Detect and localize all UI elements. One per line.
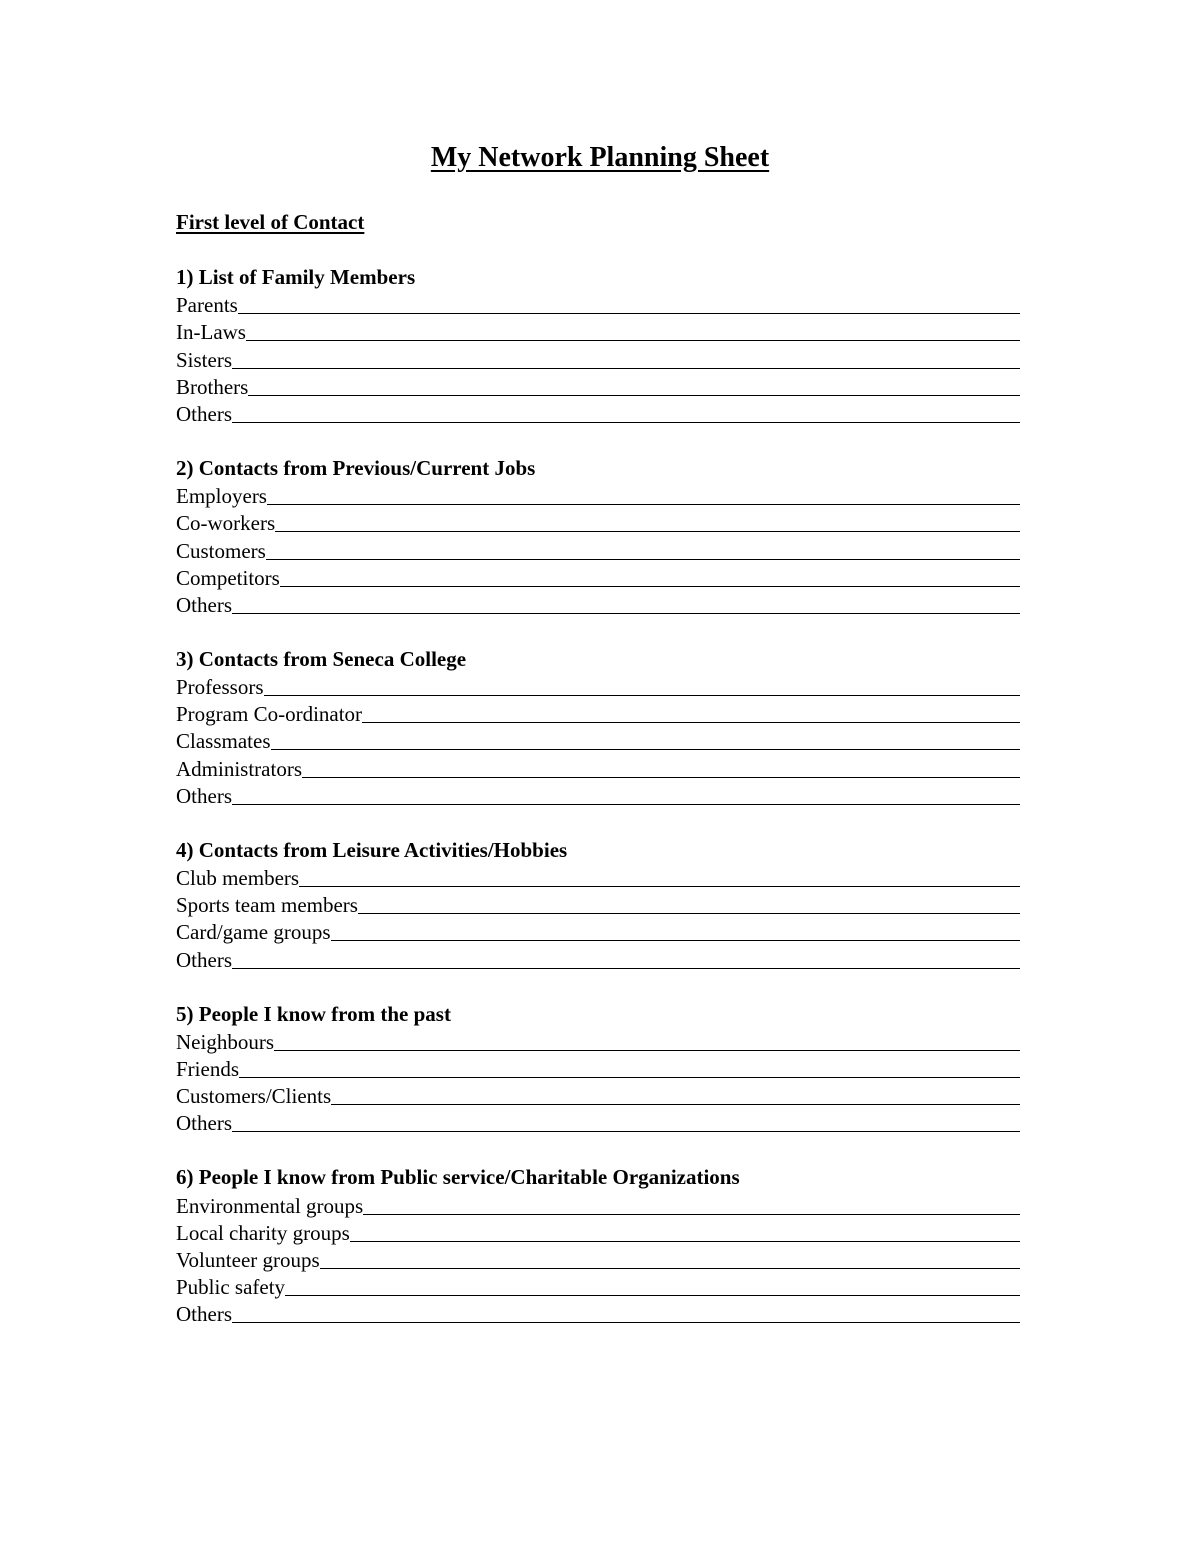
field-row	[176, 1055, 1026, 1082]
section-heading: 5) People I know from the past	[176, 1001, 451, 1026]
page-title: My Network Planning Sheet	[430, 142, 770, 173]
blank-fill-line[interactable]	[275, 530, 1020, 532]
field-row	[176, 673, 1026, 700]
field-label: Public safety	[176, 1275, 286, 1300]
field-row	[176, 345, 1026, 372]
field-row	[176, 482, 1026, 509]
section-heading: 4) Contacts from Leisure Activities/Hobbies	[176, 837, 568, 862]
field-row	[176, 1109, 1026, 1136]
section-heading: 3) Contacts from Seneca College	[176, 646, 467, 671]
field-label: Classmates	[176, 729, 271, 754]
blank-fill-line[interactable]	[285, 1294, 1020, 1296]
field-label: Parents	[176, 293, 238, 318]
blank-fill-line[interactable]	[331, 939, 1020, 941]
field-label: Sisters	[176, 347, 233, 372]
sections-container	[176, 263, 1026, 1327]
field-label: Friends	[176, 1056, 239, 1081]
field-label: Competitors	[176, 565, 280, 590]
blank-fill-line[interactable]	[232, 1130, 1020, 1132]
field-label: Others	[176, 783, 232, 808]
blank-fill-line[interactable]	[331, 1103, 1020, 1105]
field-label: Local charity groups	[176, 1220, 350, 1245]
field-label: Professors	[176, 675, 264, 700]
field-label: Others	[176, 1302, 232, 1327]
field-row	[176, 1219, 1026, 1246]
field-row	[176, 727, 1026, 754]
section-heading: 1) List of Family Members	[176, 265, 416, 289]
field-row	[176, 509, 1026, 536]
field-label: Brothers	[176, 374, 249, 399]
field-row	[176, 945, 1026, 972]
blank-fill-line[interactable]	[302, 776, 1020, 778]
field-label: Others	[176, 947, 232, 972]
field-row	[176, 700, 1026, 727]
section-5	[176, 1000, 1026, 1137]
blank-fill-line[interactable]	[232, 612, 1020, 614]
field-row	[176, 291, 1026, 318]
blank-fill-line[interactable]	[350, 1240, 1020, 1242]
field-row	[176, 373, 1026, 400]
field-label: Others	[176, 1111, 232, 1136]
blank-fill-line[interactable]	[267, 503, 1020, 505]
field-label: Customers	[176, 538, 266, 563]
section-heading: 2) Contacts from Previous/Current Jobs	[176, 455, 536, 480]
section-4	[176, 836, 1026, 973]
blank-fill-line[interactable]	[280, 585, 1020, 587]
blank-fill-line[interactable]	[246, 339, 1020, 341]
field-row	[176, 591, 1026, 618]
blank-fill-line[interactable]	[271, 748, 1021, 750]
field-label: Employers	[176, 484, 267, 509]
section-2	[176, 454, 1026, 618]
field-row	[176, 864, 1026, 891]
blank-fill-line[interactable]	[248, 394, 1020, 396]
field-label: Environmental groups	[176, 1193, 364, 1218]
field-label: Card/game groups	[176, 920, 331, 945]
field-label: Neighbours	[176, 1029, 274, 1054]
field-row	[176, 318, 1026, 345]
field-label: Co-workers	[176, 511, 276, 536]
field-row	[176, 1300, 1026, 1327]
field-label: Customers/Clients	[176, 1084, 332, 1109]
level-heading: First level of Contact	[176, 210, 365, 234]
blank-fill-line[interactable]	[299, 885, 1020, 887]
field-row	[176, 891, 1026, 918]
field-row	[176, 400, 1026, 427]
field-row	[176, 536, 1026, 563]
field-row	[176, 1246, 1026, 1273]
field-row	[176, 782, 1026, 809]
field-row	[176, 918, 1026, 945]
blank-fill-line[interactable]	[274, 1049, 1020, 1051]
blank-fill-line[interactable]	[362, 721, 1020, 723]
blank-fill-line[interactable]	[358, 912, 1020, 914]
blank-fill-line[interactable]	[232, 967, 1020, 969]
field-row	[176, 1191, 1026, 1218]
field-row	[176, 1273, 1026, 1300]
field-row	[176, 1082, 1026, 1109]
field-row	[176, 754, 1026, 781]
section-6	[176, 1163, 1026, 1327]
blank-fill-line[interactable]	[232, 421, 1020, 423]
sheet-content	[176, 208, 1026, 1354]
blank-fill-line[interactable]	[239, 1076, 1020, 1078]
field-label: Volunteer groups	[176, 1247, 320, 1272]
field-label: Program Co-ordinator	[176, 702, 363, 727]
blank-fill-line[interactable]	[363, 1213, 1020, 1215]
blank-fill-line[interactable]	[238, 312, 1020, 314]
field-label: Others	[176, 401, 232, 426]
blank-fill-line[interactable]	[266, 558, 1020, 560]
blank-fill-line[interactable]	[320, 1267, 1020, 1269]
field-label: In-Laws	[176, 320, 246, 345]
field-label: Administrators	[176, 756, 302, 781]
blank-fill-line[interactable]	[232, 803, 1020, 805]
field-label: Club members	[176, 866, 300, 890]
section-1	[176, 263, 1026, 427]
section-heading: 6) People I know from Public service/Charitable Organizations	[176, 1165, 740, 1190]
field-label: Sports team members	[176, 893, 358, 918]
blank-fill-line[interactable]	[232, 1321, 1020, 1323]
field-row	[176, 1028, 1026, 1055]
section-3	[176, 645, 1026, 809]
field-row	[176, 564, 1026, 591]
blank-fill-line[interactable]	[232, 367, 1020, 369]
field-label: Others	[176, 592, 232, 617]
blank-fill-line[interactable]	[264, 694, 1021, 696]
